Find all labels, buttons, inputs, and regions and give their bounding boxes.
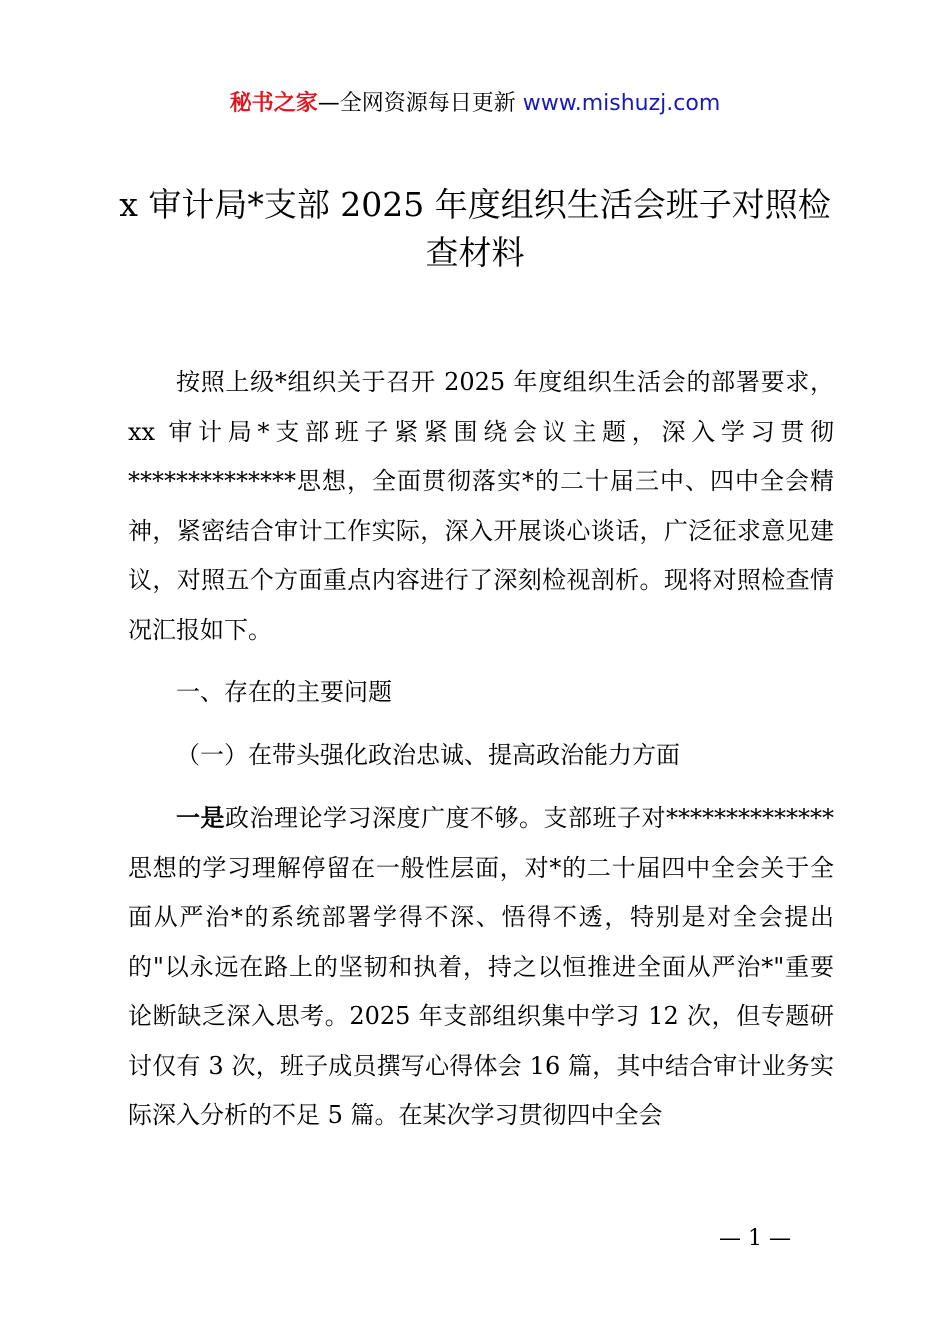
site-url-link[interactable]: www.mishuzj.com — [522, 91, 721, 116]
point-paragraph — [128, 793, 834, 1141]
site-brand-name: 秘书之家 — [229, 91, 318, 116]
point-text: 政治理论学习深度广度不够。支部班子对**************思想的学习理解停留在一般性层面，对*的二十届四中全会关于全面从严治*的系统部署学得不深、悟得不透，特别是对全会提出的"以永远在路上的坚韧和执着，持之以恒推进全面从严治*"重要论断缺乏深入思考。2025 年支部组织集中学习 12 次，但专题研讨仅有 3 次，班子成员撰写心得体会 16 篇，其中结合审计业务实际深入分析的不足 5 篇。在某次学习贯彻四中全会 — [128, 804, 834, 1129]
intro-paragraph: 按照上级*组织关于召开 2025 年度组织生活会的部署要求，xx 审计局*支部班子紧紧围绕会议主题，深入学习贯彻**************思想，全面贯彻落实*的二十届三中、四中全会精神，紧密结合审计工作实际，深入开展谈心谈话，广泛征求意见建议，对照五个方面重点内容进行了深刻检视剖析。现将对照检查情况汇报如下。 — [128, 368, 834, 644]
document-body — [128, 358, 834, 1141]
section-heading: 一、存在的主要问题 — [176, 678, 392, 706]
point-lead: 一是 — [176, 803, 225, 832]
site-slogan: —全网资源每日更新 — [317, 91, 523, 116]
document-title: x 审计局*支部 2025 年度组织生活会班子对照检查材料 — [119, 185, 831, 272]
subsection-heading: （一）在带头强化政治忠诚、提高政治能力方面 — [176, 740, 680, 769]
site-header-banner — [0, 88, 950, 120]
page-number: — 1 — — [719, 1226, 791, 1251]
